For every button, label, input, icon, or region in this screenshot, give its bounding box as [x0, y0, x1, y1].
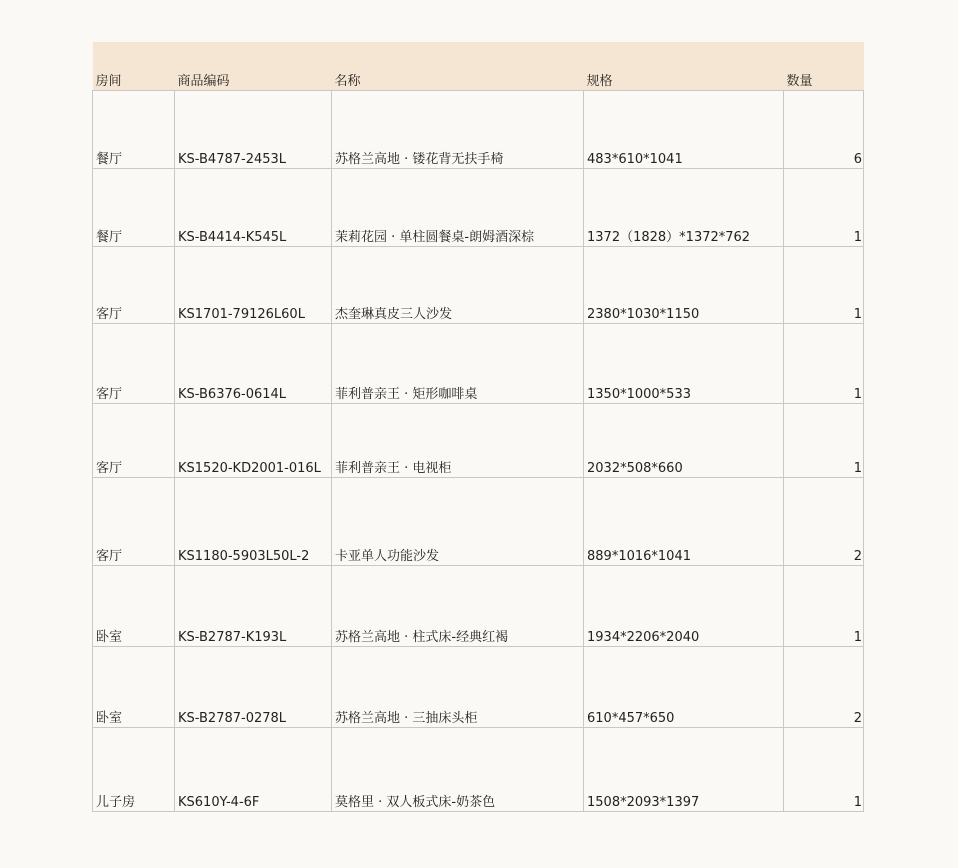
cell-spec[interactable]: 2380*1030*1150: [584, 247, 784, 324]
table-row: [93, 404, 864, 478]
cell-qty[interactable]: 2: [784, 478, 864, 566]
cell-room[interactable]: 儿子房: [93, 728, 175, 812]
table-row: [93, 91, 864, 169]
cell-name[interactable]: 茉莉花园 · 单柱圆餐桌-朗姆酒深棕: [332, 169, 584, 247]
cell-code[interactable]: KS-B6376-0614L: [175, 324, 332, 404]
cell-spec[interactable]: 1508*2093*1397: [584, 728, 784, 812]
header-row: [93, 42, 864, 91]
table-row: [93, 478, 864, 566]
cell-spec[interactable]: 2032*508*660: [584, 404, 784, 478]
cell-room[interactable]: 卧室: [93, 566, 175, 647]
cell-qty[interactable]: 2: [784, 647, 864, 728]
cell-room[interactable]: 餐厅: [93, 169, 175, 247]
cell-code[interactable]: KS-B4414-K545L: [175, 169, 332, 247]
cell-spec[interactable]: 1372（1828）*1372*762: [584, 169, 784, 247]
table-row: [93, 566, 864, 647]
cell-spec[interactable]: 610*457*650: [584, 647, 784, 728]
cell-qty[interactable]: 1: [784, 728, 864, 812]
cell-code[interactable]: KS1180-5903L50L-2: [175, 478, 332, 566]
cell-name[interactable]: 菲利普亲王 · 矩形咖啡桌: [332, 324, 584, 404]
cell-name[interactable]: 苏格兰高地 · 镂花背无扶手椅: [332, 91, 584, 169]
cell-qty[interactable]: 1: [784, 566, 864, 647]
header-spec[interactable]: 规格: [584, 42, 784, 91]
cell-qty[interactable]: 6: [784, 91, 864, 169]
header-code[interactable]: 商品编码: [175, 42, 332, 91]
cell-spec[interactable]: 1934*2206*2040: [584, 566, 784, 647]
cell-code[interactable]: KS-B2787-K193L: [175, 566, 332, 647]
cell-qty[interactable]: 1: [784, 247, 864, 324]
cell-name[interactable]: 苏格兰高地 · 三抽床头柜: [332, 647, 584, 728]
cell-qty[interactable]: 1: [784, 404, 864, 478]
cell-name[interactable]: 卡亚单人功能沙发: [332, 478, 584, 566]
cell-code[interactable]: KS-B2787-0278L: [175, 647, 332, 728]
cell-room[interactable]: 客厅: [93, 324, 175, 404]
table-row: [93, 324, 864, 404]
cell-code[interactable]: KS610Y-4-6F: [175, 728, 332, 812]
cell-spec[interactable]: 1350*1000*533: [584, 324, 784, 404]
cell-name[interactable]: 莫格里 · 双人板式床-奶茶色: [332, 728, 584, 812]
header-qty[interactable]: 数量: [784, 42, 864, 91]
cell-room[interactable]: 客厅: [93, 478, 175, 566]
cell-room[interactable]: 客厅: [93, 404, 175, 478]
cell-name[interactable]: 杰奎琳真皮三人沙发: [332, 247, 584, 324]
cell-qty[interactable]: 1: [784, 324, 864, 404]
cell-spec[interactable]: 889*1016*1041: [584, 478, 784, 566]
cell-spec[interactable]: 483*610*1041: [584, 91, 784, 169]
cell-room[interactable]: 餐厅: [93, 91, 175, 169]
table-row: [93, 247, 864, 324]
table-row: [93, 647, 864, 728]
cell-code[interactable]: KS1701-79126L60L: [175, 247, 332, 324]
product-table: [92, 42, 864, 812]
cell-room[interactable]: 卧室: [93, 647, 175, 728]
cell-code[interactable]: KS1520-KD2001-016L: [175, 404, 332, 478]
table-row: [93, 169, 864, 247]
cell-room[interactable]: 客厅: [93, 247, 175, 324]
cell-name[interactable]: 苏格兰高地 · 柱式床-经典红褐: [332, 566, 584, 647]
table-row: [93, 728, 864, 812]
header-room[interactable]: 房间: [93, 42, 175, 91]
cell-code[interactable]: KS-B4787-2453L: [175, 91, 332, 169]
header-name[interactable]: 名称: [332, 42, 584, 91]
cell-name[interactable]: 菲利普亲王 · 电视柜: [332, 404, 584, 478]
cell-qty[interactable]: 1: [784, 169, 864, 247]
